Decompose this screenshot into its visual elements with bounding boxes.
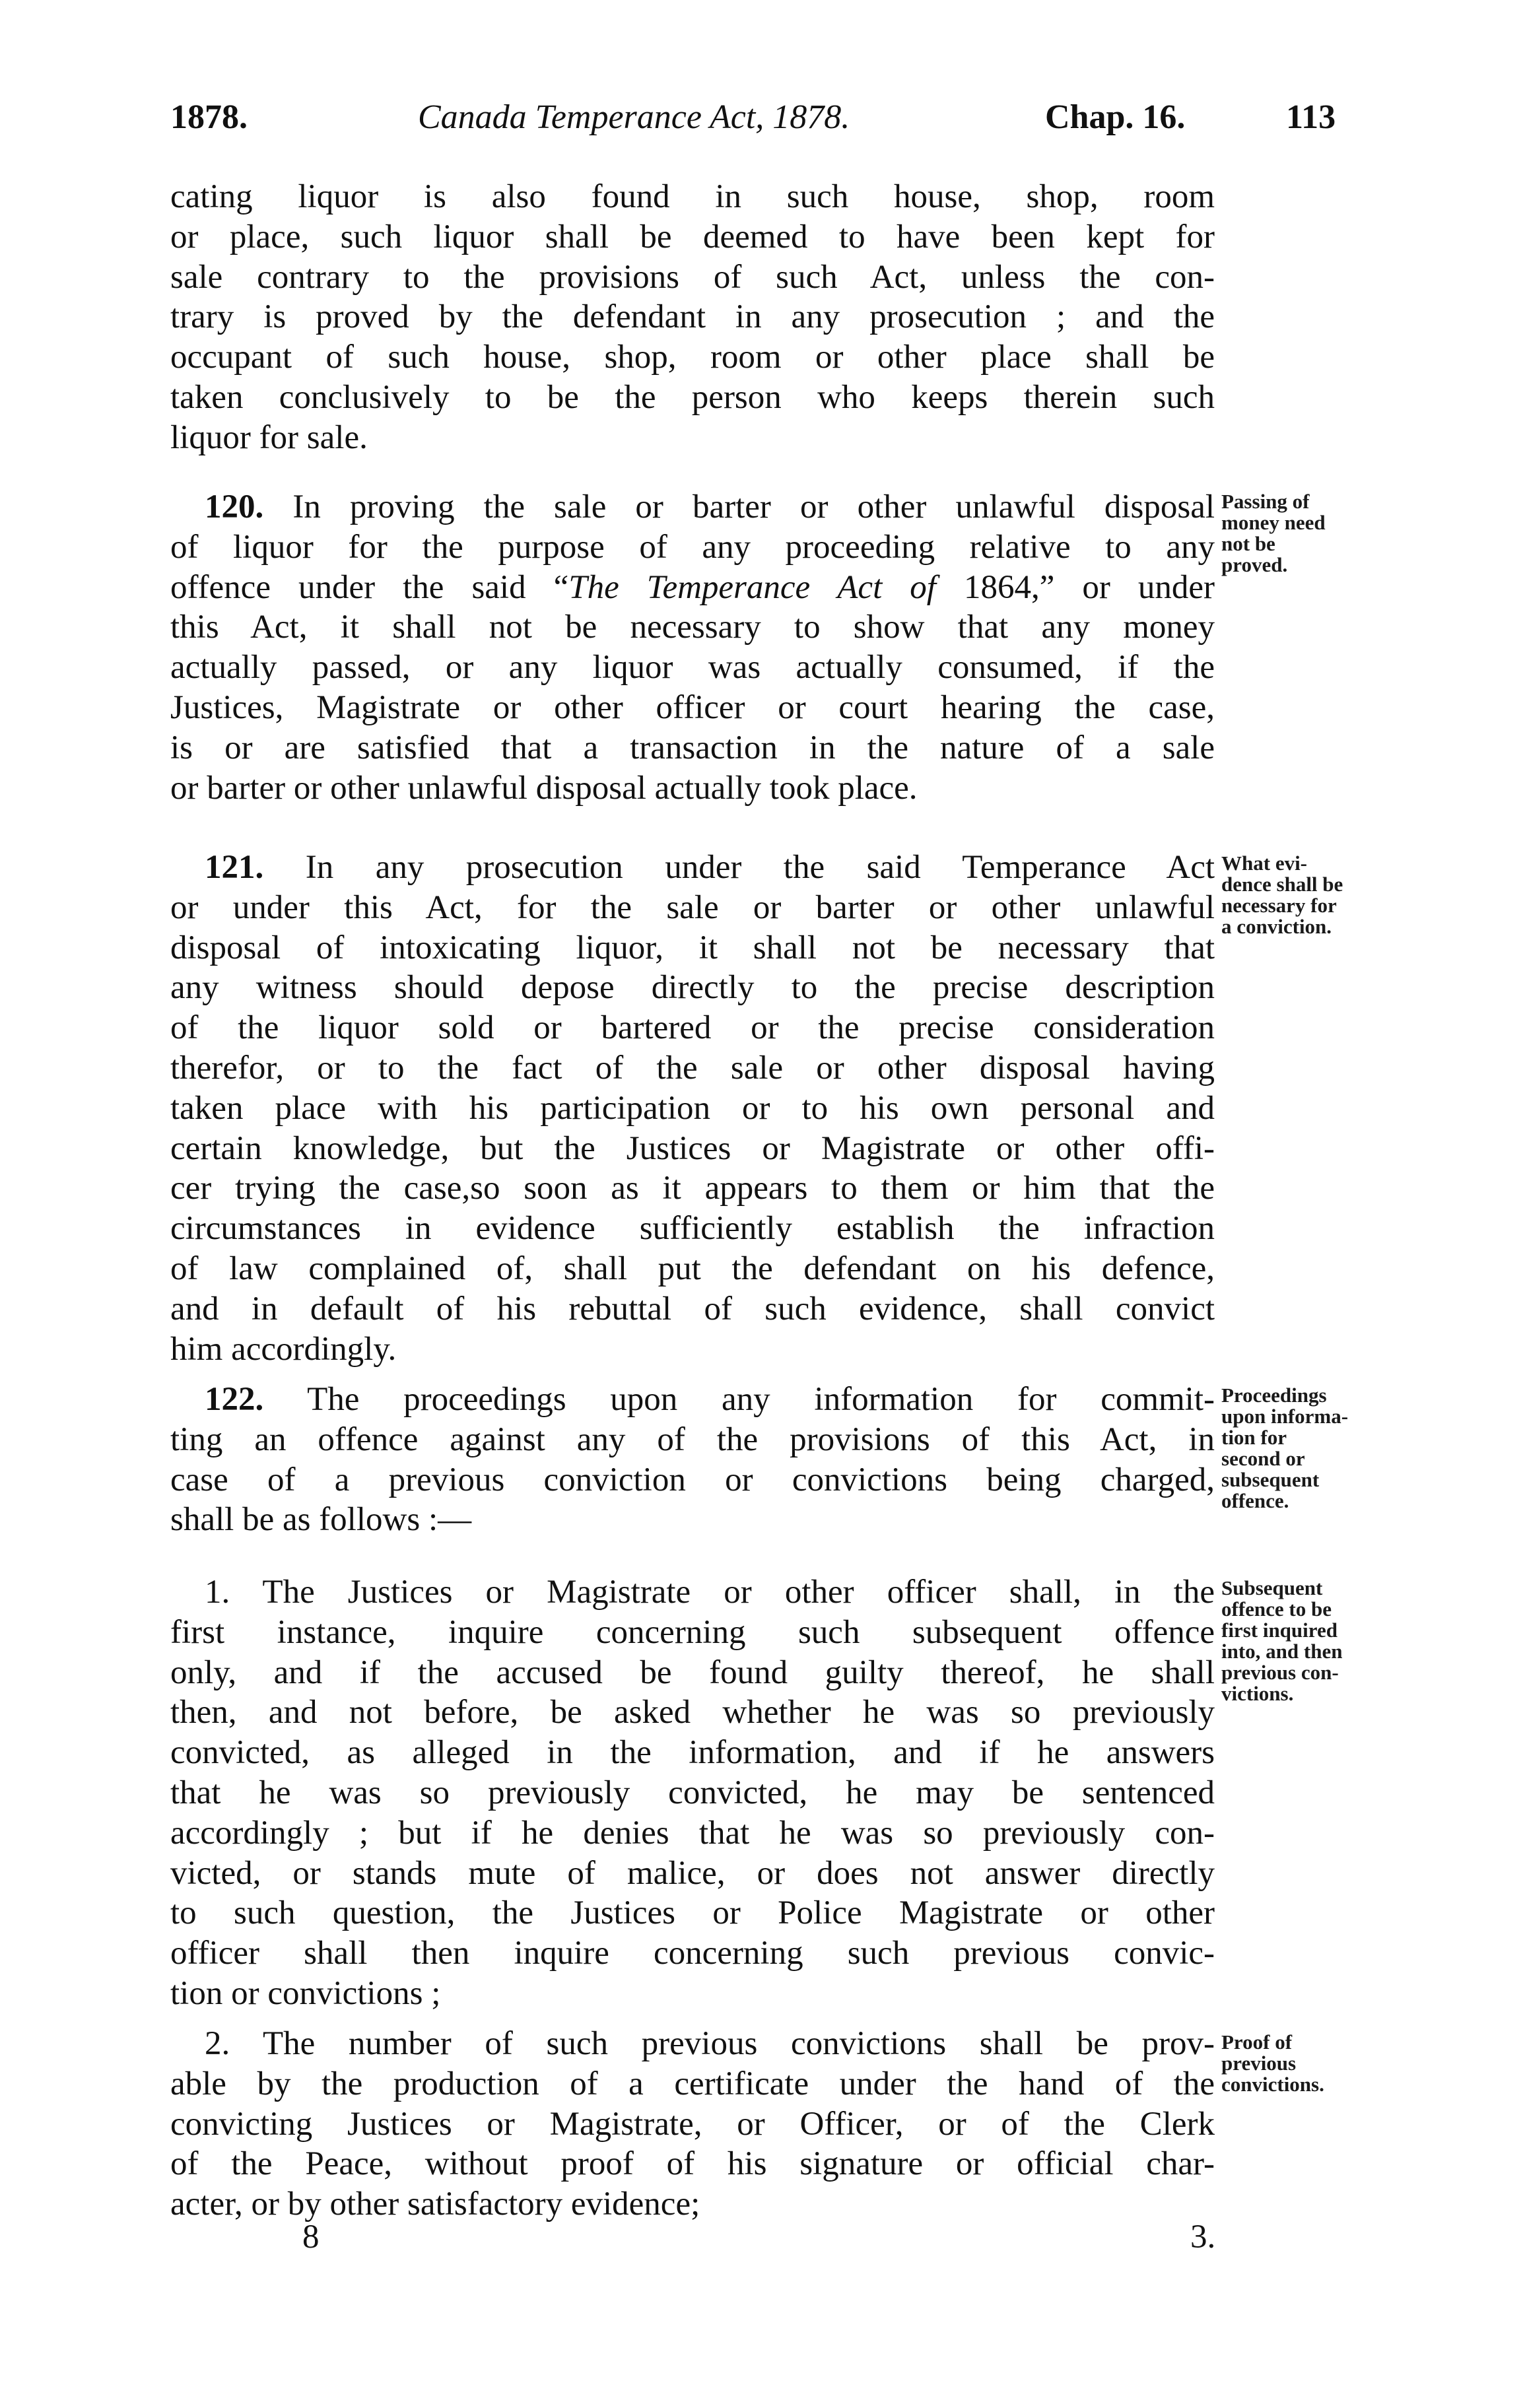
margin-note-line: convictions. — [1221, 2073, 1324, 2096]
clause-1 — [170, 1572, 1215, 2014]
margin-note-line: offence to be — [1221, 1597, 1332, 1621]
clause-2 — [170, 2024, 1215, 2224]
margin-note-line: subsequent — [1221, 1468, 1320, 1491]
text-line: or barter or other unlawful disposal actually took place. — [170, 769, 918, 807]
text-line: or under this Act, for the sale or barter or other unlawful — [170, 888, 1215, 926]
text-line: actually passed, or any liquor was actually consumed, if the — [170, 649, 1215, 686]
header-title: Canada Temperance Act, 1878. — [418, 98, 850, 136]
section-text: In proving the sale or barter or other unlawful disposal — [292, 488, 1215, 525]
margin-note-line: upon informa- — [1221, 1405, 1349, 1428]
text-line: then, and not before, be asked whether he was so previously — [170, 1694, 1215, 1731]
text-line: circumstances in evidence sufficiently establish the infraction — [170, 1210, 1215, 1248]
margin-note-line: Passing of — [1221, 490, 1310, 513]
clause-first-line: 2. The number of such previous convictions shall be prov- — [205, 2025, 1215, 2062]
text-line: only, and if the accused be found guilty thereof, he shall — [170, 1654, 1215, 1691]
text-line — [170, 568, 1215, 608]
text-fragment: offence under the said “ — [170, 568, 569, 606]
text-line: therefor, or to the fact of the sale or other disposal having — [170, 1049, 1215, 1087]
text-line: certain knowledge, but the Justices or Magistrate or other offi- — [170, 1129, 1215, 1167]
text-line: occupant of such house, shop, room or other place shall be — [170, 339, 1215, 376]
margin-note-clause-2 — [1221, 2032, 1360, 2095]
margin-note-line: previous con- — [1221, 1661, 1339, 1684]
margin-note-line: Subsequent — [1221, 1576, 1323, 1599]
text-line: accordingly ; but if he denies that he was so previously con- — [170, 1814, 1215, 1852]
text-fragment: 1864,” or under — [935, 568, 1215, 606]
margin-note-line: proved. — [1221, 553, 1288, 576]
section-first-line — [170, 487, 1215, 527]
text-line: taken conclusively to be the person who keeps therein such — [170, 378, 1215, 416]
margin-note-line: offence. — [1221, 1489, 1289, 1512]
text-line: trary is proved by the defendant in any prosecution ; and the — [170, 298, 1215, 336]
section-first-line — [170, 848, 1215, 888]
act-title-italic: The Temperance Act of — [568, 568, 936, 606]
text-line: of liquor for the purpose of any proceeding relative to any — [170, 528, 1215, 566]
text-line: acter, or by other satisfactory evidence; — [170, 2186, 700, 2223]
text-line: of the Peace, without proof of his signature or official char- — [170, 2145, 1215, 2183]
text-line: disposal of intoxicating liquor, it shall not be necessary that — [170, 929, 1215, 966]
continuation-paragraph — [170, 177, 1215, 458]
margin-note-120 — [1221, 491, 1360, 576]
margin-note-122 — [1221, 1385, 1360, 1512]
catchword: 3. — [1190, 2219, 1216, 2256]
margin-note-line: first inquired — [1221, 1619, 1338, 1642]
text-line: him accordingly. — [170, 1330, 397, 1368]
text-line: liquor for sale. — [170, 418, 368, 456]
page-footer — [170, 2218, 1215, 2258]
text-line: first instance, inquire concerning such subsequent offence — [170, 1613, 1215, 1651]
section-text: The proceedings upon any information for commit- — [307, 1381, 1215, 1418]
text-line: ting an offence against any of the provisions of this Act, in — [170, 1421, 1215, 1458]
text-line: cating liquor is also found in such house, shop, room — [170, 178, 1215, 215]
text-line: officer shall then inquire concerning such previous convic- — [170, 1935, 1215, 1972]
margin-note-clause-1 — [1221, 1578, 1360, 1704]
text-line: of law complained of, shall put the defendant on his defence, — [170, 1250, 1215, 1287]
margin-note-line: necessary for — [1221, 894, 1337, 917]
clause-first-line: 1. The Justices or Magistrate or other officer shall, in the — [205, 1574, 1215, 1611]
text-line: Justices, Magistrate or other officer or court hearing the case, — [170, 688, 1215, 726]
header-chapter: Chap. 16. — [1045, 98, 1186, 136]
text-line: or place, such liquor shall be deemed to have been kept for — [170, 218, 1215, 255]
section-122 — [170, 1380, 1215, 1540]
section-number: 122. — [205, 1381, 264, 1418]
text-line: shall be as follows :— — [170, 1501, 472, 1539]
margin-note-line: What evi- — [1221, 852, 1308, 875]
section-number: 121. — [205, 849, 264, 886]
signature-mark: 8 — [302, 2219, 320, 2256]
margin-note-line: victions. — [1221, 1682, 1294, 1705]
margin-note-line: previous — [1221, 2052, 1297, 2075]
text-line: tion or convictions ; — [170, 1974, 441, 2012]
margin-note-line: Proceedings — [1221, 1384, 1327, 1407]
margin-note-line: not be — [1221, 532, 1275, 555]
text-line: case of a previous conviction or convictions being charged, — [170, 1461, 1215, 1498]
margin-note-line: dence shall be — [1221, 873, 1343, 896]
text-line: that he was so previously convicted, he may be sentenced — [170, 1774, 1215, 1811]
margin-note-line: into, and then — [1221, 1640, 1343, 1663]
margin-note-line: tion for — [1221, 1426, 1287, 1449]
section-first-line — [170, 1380, 1215, 1420]
section-text: In any prosecution under the said Temperance Act — [305, 849, 1215, 886]
text-line: of the liquor sold or bartered or the precise consideration — [170, 1009, 1215, 1047]
text-line: to such question, the Justices or Police Magistrate or other — [170, 1894, 1215, 1932]
text-line: victed, or stands mute of malice, or does not answer directly — [170, 1854, 1215, 1892]
text-line: able by the production of a certificate under the hand of the — [170, 2065, 1215, 2102]
header-year: 1878. — [170, 98, 248, 136]
text-line: this Act, it shall not be necessary to show that any money — [170, 609, 1215, 646]
text-line: and in default of his rebuttal of such evidence, shall convict — [170, 1290, 1215, 1327]
text-line: sale contrary to the provisions of such Act, unless the con- — [170, 258, 1215, 296]
text-line: taken place with his participation or to his own personal and — [170, 1089, 1215, 1127]
text-line: convicting Justices or Magistrate, or Officer, or of the Clerk — [170, 2105, 1215, 2143]
header-page-number: 113 — [1286, 98, 1336, 136]
margin-note-121 — [1221, 853, 1360, 937]
text-line: any witness should depose directly to the precise description — [170, 969, 1215, 1007]
text-line: convicted, as alleged in the information, and if he answers — [170, 1734, 1215, 1772]
text-line: cer trying the case,so soon as it appears to them or him that the — [170, 1170, 1215, 1207]
margin-note-line: money need — [1221, 511, 1326, 534]
running-header — [170, 98, 1339, 144]
text-line: is or are satisfied that a transaction in the nature of a sale — [170, 729, 1215, 766]
section-120 — [170, 487, 1215, 808]
margin-note-line: a conviction. — [1221, 915, 1332, 938]
section-number: 120. — [205, 488, 264, 525]
margin-note-line: second or — [1221, 1447, 1305, 1470]
margin-note-line: Proof of — [1221, 2030, 1293, 2054]
section-121 — [170, 848, 1215, 1369]
